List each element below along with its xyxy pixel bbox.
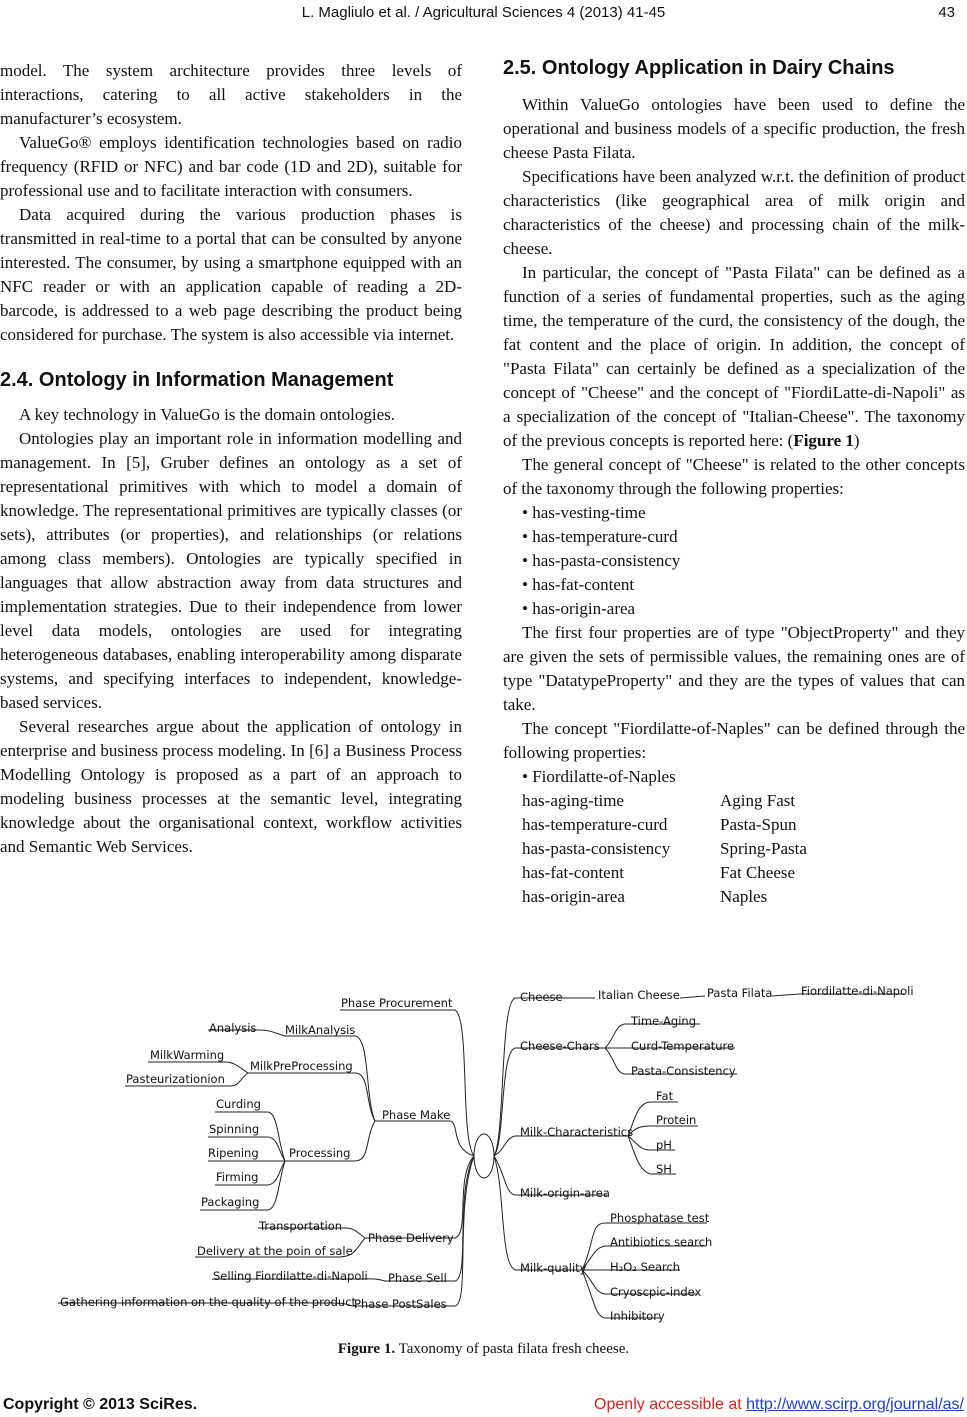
node-delivery-point: Delivery at the poin of sale	[197, 1244, 353, 1258]
paragraph: Data acquired during the various production phases is transmitted in real-time to a portal that can be consulted by anyone interested. The consumer, by using a smartphone equipped with an NFC reader or with an application capable of reading a 2D-barcode, is addressed to a web page describing the product being considered for purchase. The system is also accessible via internet.	[0, 205, 462, 344]
paragraph: ValueGo® employs identification technologies based on radio frequency (RFID or NFC) and bar code (1D and 2D), suitable for professional use and to facilitate interaction with consumers.	[0, 133, 462, 200]
node-milk-origin: Milk-origin-area	[520, 1186, 610, 1200]
property-row: has-fat-content Fat Cheese	[522, 863, 796, 882]
node-cheese-chars: Cheese-Chars	[520, 1039, 600, 1053]
paragraph: The concept "Fiordilatte-of-Naples" can be defined through the following properties:	[503, 719, 965, 762]
node-pasta-consistency: Pasta-Consistency	[631, 1064, 736, 1078]
property-row: has-pasta-consistency Spring-Pasta	[522, 839, 807, 858]
node-ph: pH	[656, 1138, 672, 1152]
node-pasta-filata: Pasta Filata	[707, 986, 773, 1000]
node-sh: SH	[656, 1162, 672, 1176]
list-item: • Fiordilatte-of-Naples	[522, 767, 676, 786]
node-transportation: Transportation	[259, 1219, 343, 1233]
node-firming: Firming	[216, 1170, 259, 1184]
center-node	[474, 1134, 494, 1178]
property-row: has-origin-area Naples	[522, 887, 768, 906]
node-fat: Fat	[656, 1089, 674, 1103]
node-packaging: Packaging	[201, 1195, 260, 1209]
node-procurement: Phase Procurement	[341, 996, 453, 1010]
node-phosphatase: Phosphatase test	[610, 1211, 710, 1225]
paragraph: Within ValueGo ontologies have been used to define the operational and business models of a specific production, the fresh cheese Pasta Filata.	[503, 95, 965, 162]
node-delivery: Phase Delivery	[368, 1231, 454, 1245]
node-spinning: Spinning	[209, 1122, 260, 1136]
list-item: • has-fat-content	[522, 575, 635, 594]
node-curding: Curding	[216, 1097, 261, 1111]
page-number: 43	[938, 4, 955, 21]
node-analysis: Analysis	[209, 1021, 257, 1035]
property-row: has-temperature-curd Pasta-Spun	[522, 815, 797, 834]
copyright: Copyright © 2013 SciRes.	[3, 1396, 198, 1413]
figure-caption: Figure 1. Taxonomy of pasta filata fresh cheese.	[337, 1341, 630, 1357]
node-h2o2: H₂O₂ Search	[610, 1260, 681, 1274]
node-cryoscopic: Cryoscpic-index	[610, 1285, 702, 1299]
node-time-aging: Time-Aging	[631, 1014, 696, 1028]
figure-reference[interactable]: Figure 1	[793, 431, 854, 450]
left-column	[0, 59, 462, 859]
node-make: Phase Make	[382, 1108, 451, 1122]
node-selling: Selling Fiordilatte-di-Napoli	[213, 1269, 368, 1283]
node-milkpreprocessing: MilkPreProcessing	[250, 1059, 353, 1073]
node-milkwarming: MilkWarming	[150, 1048, 225, 1062]
paragraph: The first four properties are of type "ObjectProperty" and they are given the sets of permissible values, the remaining ones are of type "DatatypeProperty" and they are the types of values that can take.	[503, 623, 965, 714]
paragraph: Ontologies play an important role in information modelling and management. In [5], Gruber defines an ontology as a set of representational primitives with which to model a domain of knowledge. The representational primitives are typically classes (or sets), attributes (or properties), and relationships (or relations among class members). Ontologies are typically specified in languages that allow abstraction away from data structures and implementation strategies. Due to their independence from lower level data models, ontologies are used for integrating heterogeneous databases, enabling interoperability among disparate systems, and specifying interfaces to independent, knowledge-based services.	[0, 429, 462, 712]
node-inhibitory: Inhibitory	[610, 1309, 665, 1323]
node-cheese: Cheese	[520, 990, 563, 1004]
section-heading: 2.4. Ontology in Information Management	[0, 369, 394, 391]
node-curd-temperature: Curd-Temperature	[631, 1039, 735, 1053]
list-item: • has-temperature-curd	[522, 527, 678, 546]
taxonomy-mindmap	[0, 978, 967, 1323]
list-item: • has-origin-area	[522, 599, 636, 618]
paragraph: The general concept of "Cheese" is related to the other concepts of the taxonomy through the following properties:	[503, 455, 965, 498]
journal-link[interactable]: http://www.scirp.org/journal/as/	[746, 1396, 964, 1413]
paragraph: A key technology in ValueGo is the domain ontologies.	[19, 405, 396, 424]
list-item: • has-vesting-time	[522, 503, 646, 522]
node-gathering: Gathering information on the quality of the product	[60, 1295, 357, 1309]
node-milkanalysis: MilkAnalysis	[285, 1023, 356, 1037]
node-antibiotics: Antibiotics search	[610, 1235, 713, 1249]
node-fiordilatte: Fiordilatte-di-Napoli	[801, 984, 914, 998]
property-row: has-aging-time Aging Fast	[522, 791, 796, 810]
node-milk-quality: Milk-quality	[520, 1261, 587, 1275]
list-item: • has-pasta-consistency	[522, 551, 681, 570]
node-postsales: Phase PostSales	[354, 1297, 447, 1311]
section-heading: 2.5. Ontology Application in Dairy Chains	[503, 57, 895, 79]
node-pasteurization: Pasteurizationion	[126, 1072, 225, 1086]
paragraph: In particular, the concept of "Pasta Filata" can be defined as a function of a series of fundamental properties, such as the aging time, the temperature of the curd, the consistency of the dough, the fat content and the place of origin. In addition, the concept of "Pasta Filata" can certainly be defined as a specialization of the concept of "Cheese" and the concept of "FiordiLatte-di-Napoli" as a specialization of the concept of "Italian-Cheese". The taxonomy of the previous concepts is reported here: (Figure 1)	[503, 263, 965, 450]
node-italian-cheese: Italian Cheese	[598, 988, 680, 1002]
node-milk-characteristics: Milk-Characteristics	[520, 1125, 634, 1139]
node-protein: Protein	[656, 1113, 697, 1127]
open-access-note: Openly accessible at http://www.scirp.org/journal/as/	[594, 1396, 964, 1413]
paragraph: Several researches argue about the application of ontology in enterprise and business process modeling. In [6] a Business Process Modelling Ontology is proposed as a part of an approach to modeling business processes at the semantic level, integrating knowledge about the organisational context, workflow activities and Semantic Web Services.	[0, 717, 462, 856]
node-processing: Processing	[289, 1146, 351, 1160]
running-header: L. Magliulo et al. / Agricultural Sciences 4 (2013) 41-45	[301, 4, 666, 21]
right-column	[503, 55, 965, 909]
paragraph: Specifications have been analyzed w.r.t. the definition of product characteristics (like geographical area of milk origin and characteristics of the cheese) and processing chain of the milk-cheese.	[503, 167, 965, 258]
node-ripening: Ripening	[208, 1146, 259, 1160]
node-sell: Phase Sell	[388, 1271, 447, 1285]
paragraph: model. The system architecture provides three levels of interactions, catering to all active stakeholders in the manufacturer’s ecosystem.	[0, 61, 462, 128]
